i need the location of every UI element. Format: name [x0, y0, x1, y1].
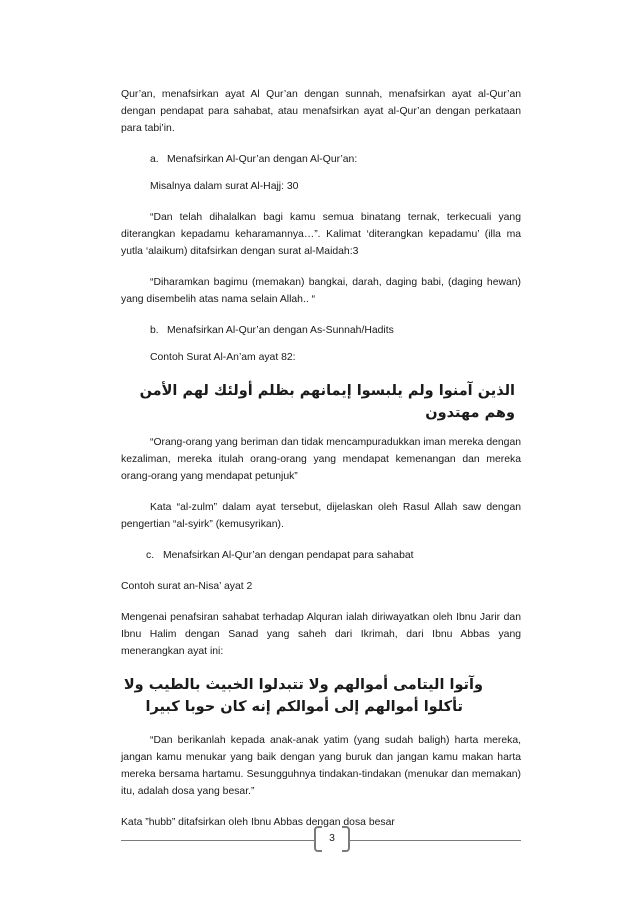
quote-maidah-paragraph: “Diharamkan bagimu (memakan) bangkai, darah, daging babi, (daging hewan) yang disembelih atas nama selain Allah.. “ [121, 277, 521, 305]
list-item-c [121, 547, 521, 564]
arabic-verse-anam: الذين آمنوا ولم يلبسوا إيمانهم بظلم أولئك لهم الأمن وهم مهتدون [139, 383, 515, 421]
kata-hubb-paragraph: Kata ”hubb” ditafsirkan oleh Ibnu Abbas dengan dosa besar [121, 817, 395, 828]
footer-rule-right [350, 840, 521, 841]
example-anam: Contoh Surat Al-An’am ayat 82: [150, 352, 296, 363]
kata-zulm-paragraph: Kata “al-zulm” dalam ayat tersebut, dijelaskan oleh Rasul Allah saw dengan pengertian “al-syirk” (kemusyrikan). [121, 502, 521, 530]
page-number: 3 [329, 833, 335, 844]
translation-anam-paragraph: “Orang-orang yang beriman dan tidak mencampuradukkan iman mereka dengan kezaliman, mereka itulah orang-orang yang mendapat kemenangan dan mereka orang-orang yang mendapat petunjuk” [121, 437, 521, 482]
list-text-b: Menafsirkan Al-Qur’an dengan As-Sunnah/Hadits [167, 325, 394, 336]
list-item-b [121, 322, 521, 339]
footer-rule-left [121, 840, 314, 841]
example-nisa: Contoh surat an-Nisa’ ayat 2 [121, 581, 253, 592]
quote-hajj-paragraph: “Dan telah dihalalkan bagi kamu semua binatang ternak, terkecuali yang diterangkan kepadamu keharamannya…”. Kalimat ‘diterangkan kepadamu’ (illa ma yutla ‘alaikum) ditafsirkan dengan surat al-Maidah:3 [121, 212, 521, 257]
arabic-verse-nisa-line-1: وآتوا اليتامى أموالهم ولا تتبدلوا الخبيث بالطيب ولا [123, 677, 483, 693]
example-hajj: Misalnya dalam surat Al-Hajj: 30 [150, 181, 299, 192]
arabic-verse-nisa-line-2: تأكلوا أموالهم إلى أموالكم إنه كان حوبا كبيرا [145, 699, 463, 715]
riwayat-paragraph: Mengenai penafsiran sahabat terhadap Alquran ialah diriwayatkan oleh Ibnu Jarir dan Ibnu Halim dengan Sanad yang saheh dari Ikrimah, dari Ibnu Abbas yang menerangkan ayat ini: [121, 612, 521, 657]
page-body [121, 86, 521, 831]
intro-paragraph: Qur’an, menafsirkan ayat Al Qur’an dengan sunnah, menafsirkan ayat al-Qur’an dengan pendapat para sahabat, atau menafsirkan ayat al-Qur’an dengan perkataan para tabi’in. [121, 89, 521, 134]
list-marker-b: b. [150, 325, 159, 336]
list-marker-c: c. [146, 550, 155, 561]
page-number-bracket-left [314, 826, 322, 852]
list-item-a [121, 151, 521, 168]
list-text-c: Menafsirkan Al-Qur’an dengan pendapat para sahabat [163, 550, 414, 561]
translation-nisa-paragraph: “Dan berikanlah kepada anak-anak yatim (yang sudah baligh) harta mereka, jangan kamu menukar yang baik dengan yang buruk dan jangan kamu makan harta mereka bersama hartamu. Sesungguhnya tindakan-tindakan (menukar dan memakan) itu, adalah dosa yang besar.” [121, 735, 521, 797]
list-text-a: Menafsirkan Al-Qur’an dengan Al-Qur’an: [167, 154, 358, 165]
list-marker-a: a. [150, 154, 159, 165]
page-number-bracket-right [342, 826, 350, 852]
